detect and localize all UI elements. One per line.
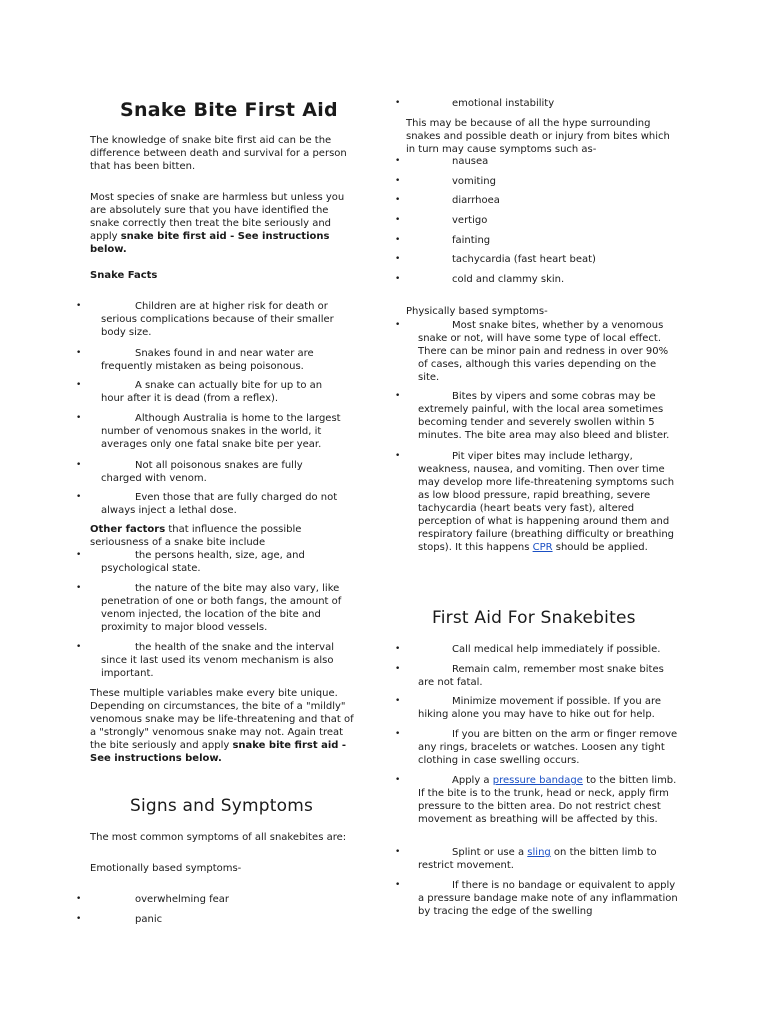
bullet: •	[76, 460, 82, 470]
bullet: •	[395, 254, 401, 264]
list-item: panic	[135, 914, 163, 925]
bullet: •	[395, 451, 401, 461]
list-item	[101, 347, 343, 373]
list-item-text: Call medical help immediately if possible.	[452, 644, 661, 655]
bullet: •	[395, 156, 401, 166]
intro-paragraph-2	[90, 191, 352, 256]
list-item	[418, 774, 680, 826]
bullet: •	[395, 215, 401, 225]
bullet: •	[76, 642, 82, 652]
bullet: •	[76, 492, 82, 502]
other-factors-bold: Other factors	[90, 524, 166, 535]
intro-p2-bold: snake bite first aid - See instructions below.	[90, 231, 330, 255]
list-item	[418, 879, 680, 918]
list-item	[418, 450, 680, 554]
list-item	[101, 641, 343, 680]
variables-paragraph	[90, 687, 360, 765]
list-item	[418, 643, 680, 656]
intro-p2-text: Most species of snake are harmless but unless you are absolutely sure that you have identified the snake correctly then treat the bite seriously and apply	[90, 192, 345, 242]
list-item-text: Most snake bites, whether by a venomous snake or not, will have some type of local effect. There can be minor pain and redness in over 90% of cases, although this varies depending on the site.	[418, 320, 669, 383]
signs-heading: Signs and Symptoms	[130, 796, 314, 816]
list-item-text: Bites by vipers and some cobras may be extremely painful, with the local area sometimes becoming tender and severely swollen within 5 minutes. The bite area may also bleed and blister.	[418, 391, 670, 441]
list-item	[101, 582, 351, 634]
bullet: •	[395, 847, 401, 857]
physical-heading: Physically based symptoms-	[406, 306, 548, 317]
list-item-text: Minimize movement if possible. If you are hiking alone you may have to hike out for help.	[418, 696, 662, 720]
bullet: •	[395, 644, 401, 654]
list-item	[418, 319, 680, 384]
bullet: •	[395, 391, 401, 401]
signs-common: The most common symptoms of all snakebites are:	[90, 832, 347, 843]
variables-bold: snake bite first aid - See instructions below.	[90, 740, 347, 764]
list-item	[101, 459, 343, 485]
sling-link[interactable]: sling	[527, 847, 551, 858]
list-item: nausea	[452, 156, 489, 167]
list-item-text: Apply a	[452, 775, 493, 786]
intro-paragraph: The knowledge of snake bite first aid can be the difference between death and survival for a person that has been bitten.	[90, 135, 347, 172]
list-item: overwhelming fear	[135, 894, 230, 905]
list-item-text: the health of the snake and the interval since it last used its venom mechanism is also important.	[101, 642, 334, 679]
other-factors-intro	[90, 523, 352, 549]
bullet: •	[76, 914, 82, 924]
page-title: Snake Bite First Aid	[120, 99, 338, 121]
list-item: emotional instability	[452, 98, 555, 109]
bullet: •	[76, 894, 82, 904]
bullet: •	[395, 98, 401, 108]
bullet: •	[76, 301, 82, 311]
pressure-bandage-link[interactable]: pressure bandage	[492, 775, 583, 786]
list-item-text: Not all poisonous snakes are fully charged with venom.	[101, 460, 303, 484]
bullet: •	[395, 195, 401, 205]
variables-text: These multiple variables make every bite unique. Depending on circumstances, the bite of a "mildly" venomous snake may be life-threatening and that of a "strongly" venomous snake may not. Again treat the bite seriously and apply	[90, 688, 354, 751]
list-item-text: Remain calm, remember most snake bites are not fatal.	[418, 664, 664, 688]
list-item	[418, 663, 680, 689]
snake-facts-heading-text: Snake Facts	[90, 270, 158, 281]
bullet: •	[76, 348, 82, 358]
list-item	[101, 379, 343, 405]
list-item	[101, 300, 343, 339]
other-factors-rest: that influence the possible seriousness of a snake bite include	[90, 524, 302, 548]
list-item	[101, 491, 343, 517]
bullet: •	[395, 775, 401, 785]
list-item-text: Snakes found in and near water are frequently mistaken as being poisonous.	[101, 348, 314, 372]
bullet: •	[395, 664, 401, 674]
emotional-heading: Emotionally based symptoms-	[90, 863, 242, 874]
bullet: •	[395, 274, 401, 284]
bullet: •	[76, 583, 82, 593]
bullet: •	[395, 880, 401, 890]
list-item	[101, 412, 343, 451]
list-item	[418, 390, 680, 442]
list-item-text-end: on the bitten limb to restrict movement.	[418, 847, 657, 871]
list-item	[418, 846, 680, 872]
bullet: •	[76, 380, 82, 390]
list-item-text: the nature of the bite may also vary, like penetration of one or both fangs, the amount of venom injected, the location of the bite and proximity to major blood vessels.	[101, 583, 342, 633]
list-item	[418, 695, 680, 721]
bullet: •	[76, 550, 82, 560]
list-item: fainting	[452, 235, 491, 246]
first-aid-heading: First Aid For Snakebites	[432, 608, 636, 628]
bullet: •	[395, 729, 401, 739]
list-item: cold and clammy skin.	[452, 274, 565, 285]
list-item: diarrhoea	[452, 195, 500, 206]
list-item-text: Although Australia is home to the largest number of venomous snakes in the world, it averages only one fatal snake bite per year.	[101, 413, 341, 450]
list-item-text: Pit viper bites may include lethargy, weakness, nausea, and vomiting. Then over time may develop more life-threatening symptoms such as low blood pressure, rapid breathing, severe tachycardia (heart beats very fast), altered perception of what is happening around them and respiratory failure (breathing difficulty or breathing stops). It this happens	[418, 451, 675, 553]
cpr-link[interactable]: CPR	[532, 542, 553, 553]
list-item-text-end: to the bitten limb. If the bite is to the trunk, head or neck, apply firm pressure to the bitten area. Do not restrict chest movement as breathing will be affected by this.	[418, 775, 677, 825]
list-item-text: A snake can actually bite for up to an hour after it is dead (from a reflex).	[101, 380, 323, 404]
list-item-text: If there is no bandage or equivalent to apply a pressure bandage make note of any inflammation by tracing the edge of the swelling	[418, 880, 678, 917]
list-item-text-end: should be applied.	[552, 542, 648, 553]
bullet: •	[395, 696, 401, 706]
snake-facts-heading	[90, 269, 157, 282]
list-item-text: If you are bitten on the arm or finger remove any rings, bracelets or watches. Loosen any tight clothing in case swelling occurs.	[418, 729, 678, 766]
list-item: vomiting	[452, 176, 496, 187]
list-item-text: Splint or use a	[452, 847, 528, 858]
list-item	[418, 728, 680, 767]
list-item-text: Children are at higher risk for death or serious complications because of their smaller body size.	[101, 301, 334, 338]
bullet: •	[395, 320, 401, 330]
bullet: •	[395, 235, 401, 245]
list-item: vertigo	[452, 215, 488, 226]
bullet: •	[395, 176, 401, 186]
list-item-text: the persons health, size, age, and psychological state.	[101, 550, 305, 574]
list-item	[101, 549, 343, 575]
bullet: •	[76, 413, 82, 423]
list-item: tachycardia (fast heart beat)	[452, 254, 596, 265]
list-item-text: Even those that are fully charged do not always inject a lethal dose.	[101, 492, 338, 516]
hype-paragraph: This may be because of all the hype surrounding snakes and possible death or injury from bites which in turn may cause symptoms such as-	[406, 118, 670, 155]
